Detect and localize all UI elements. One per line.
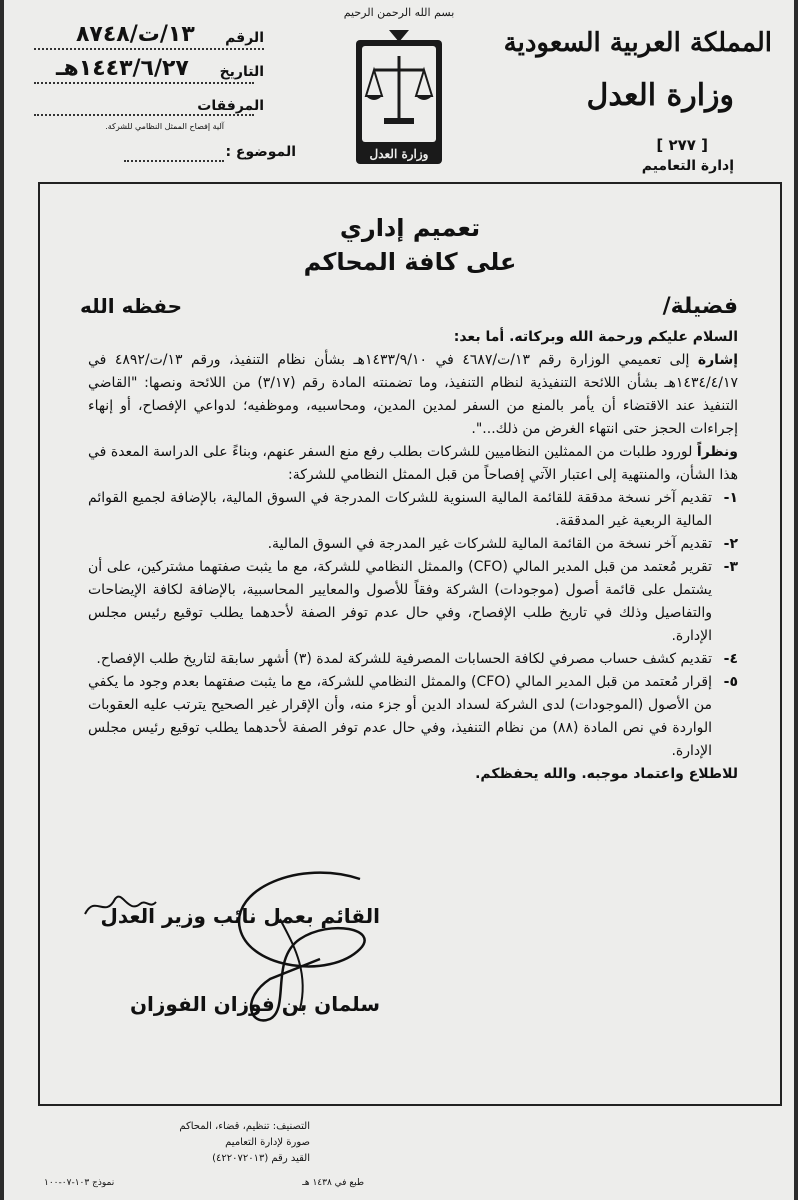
salutation-right: فضيلة/ (662, 294, 738, 319)
list-item: ٥- إقرار مُعتمد من قبل المدير المالي (CFO) والممثل النظامي للشركة، مع ما يثبت صفتهما بعدم وجود ما يكفي من الأصول (الموجودات) لدى الشركة لسداد الدين أو جزء منه، وأن الإقرار غير الصحيح يترتب عليه العقوبات الواردة في نص المادة (٨٨) من نظام التنفيذ، وفي حال عدم توفر الصفة لأحدهما يطلب توقيع رئيس مجلس الإدارة. (88, 674, 738, 759)
subject-note: آلية إفصاح الممثل النظامي للشركة. (105, 122, 224, 131)
list-item: ٤- تقديم كشف حساب مصرفي لكافة الحسابات المصرفية للشركة لمدة (٣) أشهر سابقة لتاريخ طلب الإفصاح. (96, 651, 738, 667)
kingdom-name: المملكة العربية السعودية (503, 28, 772, 58)
list-item: ٣- تقرير مُعتمد من قبل المدير المالي (CFO) والممثل النظامي للشركة، مع ما يثبت صفتهما مشتركين، على أن يشتمل على قائمة أصول (موجودات) الشركة وفقاً للأصول والمعايير المحاسبية، بالإضافة لكافة الإيضاحات والتفاصيل وذلك في تاريخ طلب الإفصاح، وفي حال عدم توفر الصفة لأحدهما يطلب توقيع رئيس مجلس الإدارة. (88, 559, 738, 644)
number-label: الرقم (225, 30, 264, 46)
letter-subtitle: على كافة المحاكم (303, 248, 517, 276)
form-code: نموذج ١٠٣-٠٧-١٠٠ (44, 1178, 115, 1188)
copy-to-line: صورة لإدارة التعاميم (225, 1137, 310, 1148)
department-name: إدارة التعاميم (641, 158, 734, 174)
date-value: ١٤٤٣/٦/٢٧هـ (56, 56, 189, 81)
date-label: التاريخ (219, 64, 264, 80)
date-underline (34, 82, 254, 84)
letter-body (88, 326, 738, 786)
signatory-name: سلمان بن فوزان الفوزان (129, 992, 380, 1016)
letter-frame (38, 182, 782, 1164)
paragraph-1-lead: إشارة (697, 352, 739, 368)
classification-block (179, 1119, 310, 1167)
list-item: ٢- تقديم آخر نسخة من القائمة المالية للشركات غير المدرجة في السوق المالية. (267, 536, 738, 552)
greeting: السلام عليكم ورحمة الله وبركاته. أما بعد: (453, 329, 738, 345)
subject-label: الموضوع : (225, 144, 296, 160)
printed-note: طبع في ١٤٣٨ هـ (302, 1178, 364, 1188)
subject-underline (124, 160, 224, 162)
registry-number: القيد رقم (٤٢٢٠٧٢٠١٣) (212, 1153, 310, 1164)
closing-line: للاطلاع واعتماد موجبه. والله يحفظكم. (475, 766, 738, 782)
paragraph-2-text: لورود طلبات من الممثلين النظاميين للشركات بطلب رفع منع السفر عنهم، وبناءً على الدراسة المعدة في هذا الشأن، والمنتهية إلى اعتبار الآتي إفصاحاً من قبل الممثل النظامي للشركة: (88, 444, 738, 483)
letter-title: تعميم إداري (339, 214, 481, 242)
list-item: ١- تقديم آخر نسخة مدققة للقائمة المالية السنوية للشركات المدرجة في السوق المالية، بالإضافة لجميع القوائم المالية الربعية غير المدققة. (88, 490, 738, 529)
document-page (4, 0, 794, 1200)
attachments-label: المرفقات (197, 98, 264, 114)
signatory-title: القائم بعمل نائب وزير العدل (100, 904, 380, 928)
paragraph-1 (88, 349, 738, 441)
attachments-underline (34, 114, 254, 116)
number-value: ١٣/ت/٨٧٤٨ (76, 22, 195, 47)
emblem-caption: وزارة العدل (369, 147, 429, 161)
ministry-name: وزارة العدل (586, 78, 734, 113)
paragraph-1-text: إلى تعميمي الوزارة رقم ١٣/ت/٤٦٨٧ في ١٤٣٣/٩/١٠هـ بشأن نظام التنفيذ، ورقم ١٣/ت/٤٨٩٢ في ١٤٣٤/٤/١٧هـ بشأن اللائحة التنفيذية لنظام التنفيذ، وما تضمنته المادة رقم (٣/١٧) من اللائحة ونصها: "القاضي التنفيذ عند الاقتضاء أن يأمر بالمنع من السفر لمدين المدين، ومحاسبيه، وموظفيه؛ لدواعي الإفصاح، أو إنهاء إجراءات الحجز حتى انتهاء الغرض من ذلك...". (88, 352, 738, 437)
number-underline (34, 48, 264, 50)
classification-line: التصنيف: تنظيم، قضاء، المحاكم (179, 1121, 310, 1132)
paragraph-2-lead: ونظراً (696, 444, 738, 460)
salutation-left: حفظه الله (80, 294, 183, 318)
basmala: بسم الله الرحمن الرحيم (344, 6, 454, 19)
ministry-emblem-icon (344, 0, 454, 170)
initials-mark-icon (80, 884, 160, 924)
paragraph-2 (88, 441, 738, 487)
circular-box-number: [ ٢٧٧ ] (656, 136, 708, 154)
